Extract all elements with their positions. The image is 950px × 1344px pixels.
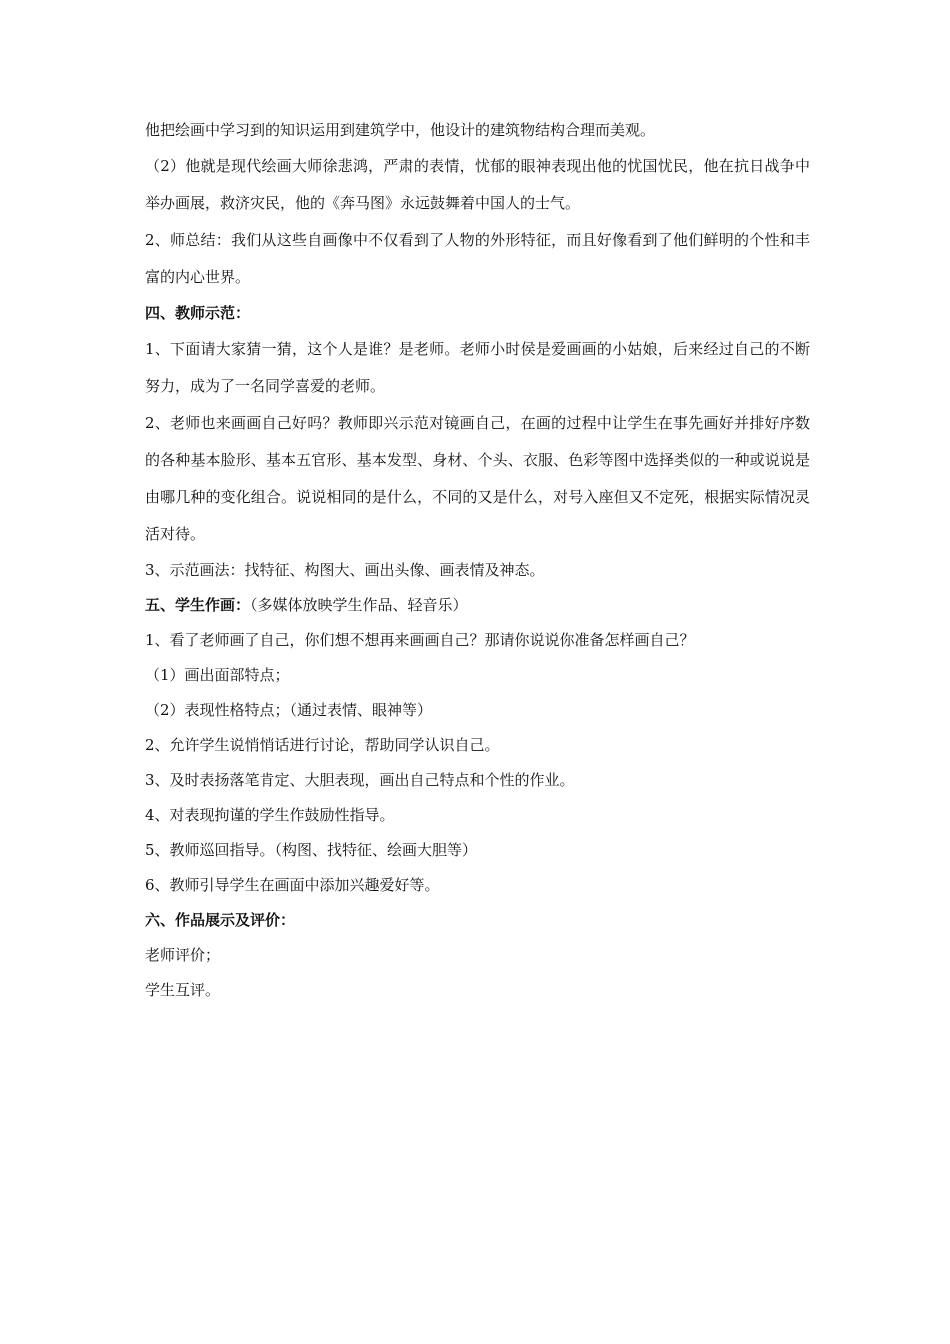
section-heading-exhibition: 六、作品展示及评价： — [145, 911, 296, 929]
evaluation-peer: 学生互评。 — [145, 981, 221, 999]
student-item-1: 1、看了老师画了自己，你们想不想再来画画自己？那请你说说你准备怎样画自己？ — [145, 631, 695, 649]
student-subitem-1: （1）画出面部特点； — [145, 666, 290, 684]
student-item-5: 5、教师巡回指导。（构图、找特征、绘画大胆等） — [145, 841, 478, 859]
student-subitem-2: （2）表现性格特点；（通过表情、眼神等） — [145, 701, 433, 719]
demo-item-1: 1、下面请大家猜一猜，这个人是谁？是老师。老师小时侯是爱画画的小姑娘，后来经过自己的不断努力，成为了一名同学喜爱的老师。 — [145, 340, 810, 395]
paragraph-xu-beihong: （2）他就是现代绘画大师徐悲鸿，严肃的表情，忧郁的眼神表现出他的忧国忧民，他在抗日战争中举办画展，救济灾民，他的《奔马图》永远鼓舞着中国人的士气。 — [145, 157, 810, 212]
document-body — [145, 113, 810, 1008]
paragraph-architecture: 他把绘画中学习到的知识运用到建筑学中，他设计的建筑物结构合理而美观。 — [145, 121, 656, 139]
demo-item-3: 3、示范画法：找特征、构图大、画出头像、画表情及神态。 — [145, 561, 545, 579]
student-item-3: 3、及时表扬落笔肯定、大胆表现，画出自己特点和个性的作业。 — [145, 771, 575, 789]
evaluation-teacher: 老师评价； — [145, 946, 221, 964]
section-heading-student-drawing — [145, 588, 810, 623]
demo-item-2: 2、老师也来画画自己好吗？教师即兴示范对镜画自己，在画的过程中让学生在事先画好并排好序数的各种基本脸形、基本五官形、基本发型、身材、个头、衣服、色彩等图中选择类似的一种或说说是由哪几种的变化组合。说说相同的是什么，不同的又是什么，对号入座但又不定死，根据实际情况灵活对待。 — [145, 414, 810, 543]
section-title-student-drawing: 五、学生作画： — [145, 596, 251, 614]
student-item-4: 4、对表现拘谨的学生作鼓励性指导。 — [145, 806, 395, 824]
student-item-2: 2、允许学生说悄悄话进行讨论，帮助同学认识自己。 — [145, 736, 500, 754]
section-note-student-drawing: （多媒体放映学生作品、轻音乐） — [250, 596, 468, 614]
student-item-6: 6、教师引导学生在画面中添加兴趣爱好等。 — [145, 876, 440, 894]
paragraph-teacher-summary: 2、师总结：我们从这些自画像中不仅看到了人物的外形特征，而且好像看到了他们鲜明的个性和丰富的内心世界。 — [145, 231, 810, 286]
section-heading-teacher-demo: 四、教师示范： — [145, 304, 251, 322]
